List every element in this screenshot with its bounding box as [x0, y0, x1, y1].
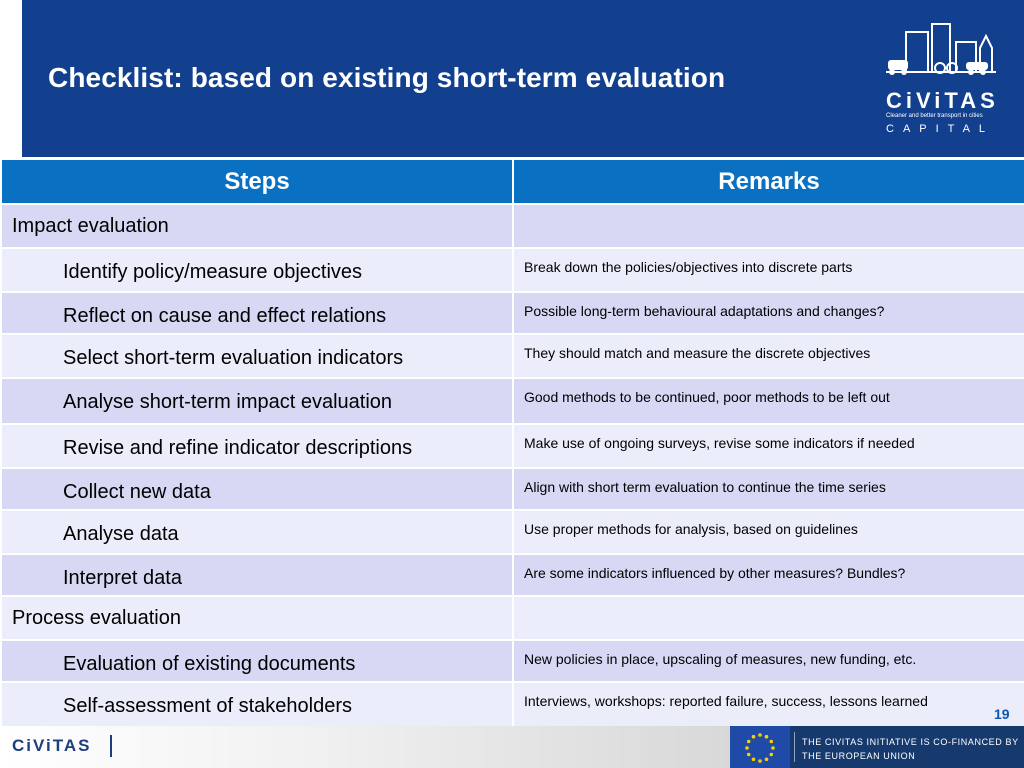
remark-cell: Possible long-term behavioural adaptations and changes?	[513, 292, 1024, 334]
remarks-column-header: Remarks	[513, 159, 1024, 204]
table-row	[1, 554, 1024, 596]
step-cell: Select short-term evaluation indicators	[1, 334, 513, 378]
footer-separator	[110, 735, 112, 757]
step-cell: Identify policy/measure objectives	[1, 248, 513, 292]
table-row	[1, 682, 1024, 728]
table-row	[1, 468, 1024, 510]
civitas-capital-logo	[876, 22, 1006, 140]
step-cell: Evaluation of existing documents	[1, 640, 513, 682]
step-cell: Reflect on cause and effect relations	[1, 292, 513, 334]
table-row	[1, 424, 1024, 468]
steps-column-header: Steps	[1, 159, 513, 204]
logo-subtitle: CAPITAL	[886, 123, 995, 135]
table-row	[1, 640, 1024, 682]
slide-header	[0, 0, 1024, 157]
remark-cell: Interviews, workshops: reported failure, success, lessons learned	[513, 682, 1024, 728]
eu-cofinancing-panel	[730, 726, 1024, 768]
eu-divider	[794, 732, 795, 762]
eu-cofinancing-text	[802, 735, 1019, 763]
step-cell: Self-assessment of stakeholders	[1, 682, 513, 728]
table-row	[1, 292, 1024, 334]
logo-tagline: Cleaner and better transport in cities	[886, 113, 983, 119]
slide-footer	[0, 726, 1024, 768]
eu-text-line-1: THE CIVITAS INITIATIVE IS CO-FINANCED BY	[802, 737, 1019, 747]
section-remark-empty	[513, 204, 1024, 248]
section-row	[1, 204, 1024, 248]
slide-title: Checklist: based on existing short-term evaluation	[48, 62, 726, 93]
table-row	[1, 248, 1024, 292]
section-row	[1, 596, 1024, 640]
logo-wordmark: CiViTAS	[886, 88, 999, 113]
table-row	[1, 378, 1024, 424]
table-header-row	[1, 159, 1024, 204]
step-cell: Collect new data	[1, 468, 513, 510]
remark-cell: Use proper methods for analysis, based on guidelines	[513, 510, 1024, 554]
table-row	[1, 334, 1024, 378]
remark-cell: Break down the policies/objectives into discrete parts	[513, 248, 1024, 292]
remark-cell: Make use of ongoing surveys, revise some indicators if needed	[513, 424, 1024, 468]
section-label: Process evaluation	[1, 596, 513, 640]
section-label: Impact evaluation	[1, 204, 513, 248]
remark-cell: Are some indicators influenced by other measures? Bundles?	[513, 554, 1024, 596]
table-row	[1, 510, 1024, 554]
eu-text-line-2: THE EUROPEAN UNION	[802, 751, 916, 761]
remark-cell: New policies in place, upscaling of measures, new funding, etc.	[513, 640, 1024, 682]
step-cell: Revise and refine indicator descriptions	[1, 424, 513, 468]
city-skyline-icon	[876, 22, 1006, 86]
eu-flag-icon	[730, 726, 790, 768]
section-remark-empty	[513, 596, 1024, 640]
step-cell: Analyse short-term impact evaluation	[1, 378, 513, 424]
footer-civitas-logo: CiViTAS	[12, 736, 92, 755]
remark-cell: Good methods to be continued, poor methods to be left out	[513, 378, 1024, 424]
remark-cell: Align with short term evaluation to continue the time series	[513, 468, 1024, 510]
checklist-table	[0, 158, 1024, 729]
step-cell: Interpret data	[1, 554, 513, 596]
step-cell: Analyse data	[1, 510, 513, 554]
page-number: 19	[994, 706, 1010, 722]
remark-cell: They should match and measure the discrete objectives	[513, 334, 1024, 378]
